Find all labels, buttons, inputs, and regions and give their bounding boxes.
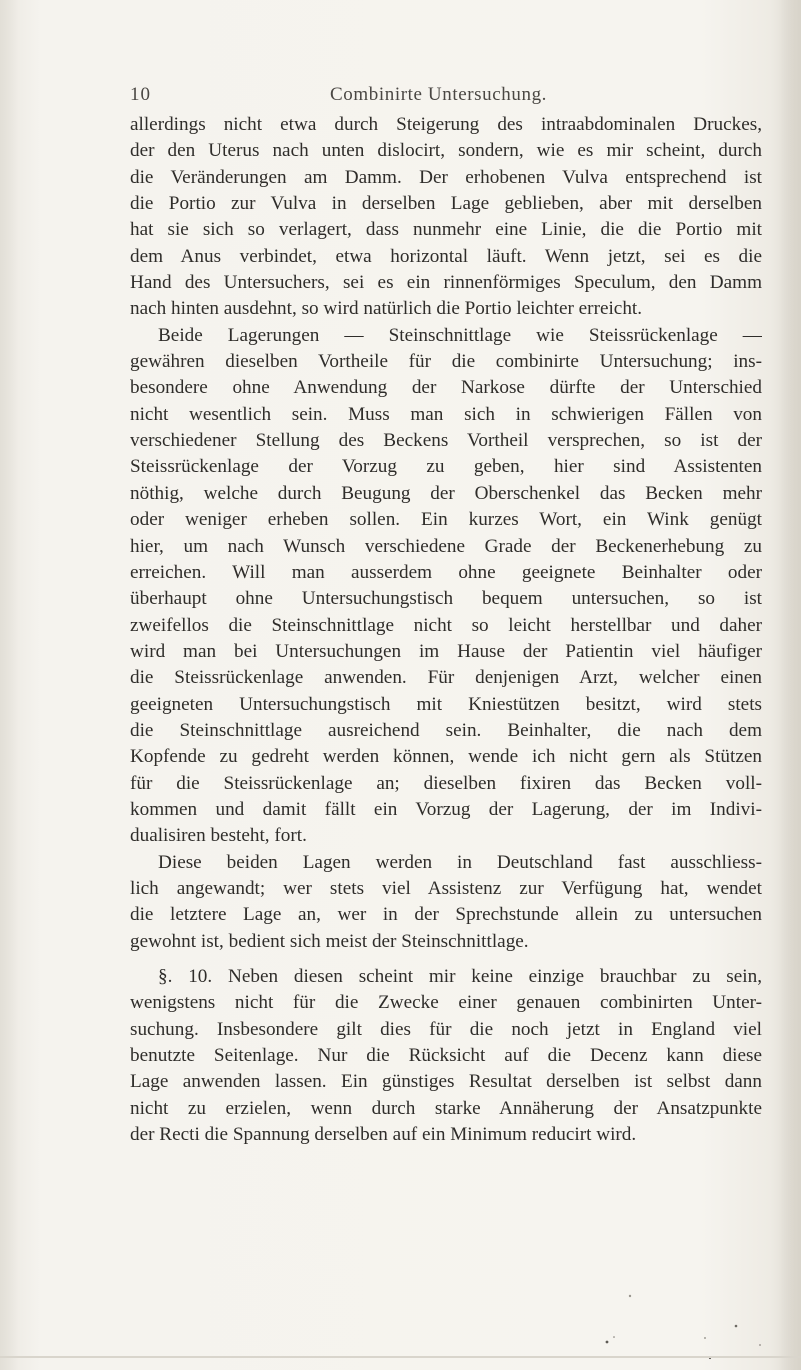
page-bottom-edge [0,1356,801,1358]
page-left-edge-shadow [0,0,18,1370]
text-line: benutzte Seitenlage. Nur die Rücksicht auf die Decenz kann diese [130,1045,762,1067]
text-line: Hand des Untersuchers, sei es ein rinnenförmiges Speculum, den Damm [130,272,762,294]
page-number: 10 [130,84,151,105]
page-right-edge-shadow [779,0,801,1370]
running-head [130,84,762,114]
text-line: die letztere Lage an, wer in der Sprechstunde allein zu untersuchen [130,904,762,926]
text-line: für die Steissrückenlage an; dieselben fixiren das Becken voll- [130,772,762,794]
running-title: Combinirte Untersuchung. [330,84,548,105]
text-line: dem Anus verbindet, etwa horizontal läuft. Wenn jetzt, sei es die [130,245,762,267]
paragraph [130,323,762,850]
body-text [130,112,762,1148]
paragraph [130,850,762,955]
text-line: der Recti die Spannung derselben auf ein Minimum reducirt wird. [130,1124,637,1146]
paragraph [130,112,762,323]
text-line: verschiedener Stellung des Beckens Vortheil versprechen, so ist der [130,430,762,452]
text-line: nicht wesentlich sein. Muss man sich in schwierigen Fällen von [130,403,762,425]
text-line: Lage anwenden lassen. Ein günstiges Resultat derselben ist selbst dann [130,1071,762,1093]
text-line: suchung. Insbesondere gilt dies für die noch jetzt in England viel [130,1018,762,1040]
text-line: nach hinten ausdehnt, so wird natürlich die Portio leichter erreicht. [130,298,643,320]
text-line: oder weniger erheben sollen. Ein kurzes Wort, ein Wink genügt [130,509,762,531]
text-line: §. 10. Neben diesen scheint mir keine einzige brauchbar zu sein, [158,966,762,987]
text-line: die Portio zur Vulva in derselben Lage geblieben, aber mit derselben [130,193,762,215]
text-line: Beide Lagerungen — Steinschnittlage wie Steissrückenlage — [158,324,762,346]
text-line: hat sie sich so verlagert, dass nunmehr eine Linie, die die Portio mit [130,219,762,241]
text-line: lich angewandt; wer stets viel Assistenz zur Verfügung hat, wendet [130,877,762,899]
text-line: hier, um nach Wunsch verschiedene Grade der Beckenerhebung zu [130,535,762,557]
text-line: gewähren dieselben Vortheile für die combinirte Untersuchung; ins- [130,351,762,373]
text-line: wird man bei Untersuchungen im Hause der Patientin viel häufiger [130,640,762,662]
text-line: die Steinschnittlage ausreichend sein. Beinhalter, die nach dem [130,719,762,741]
text-line: Kopfende zu gedreht werden können, wende ich nicht gern als Stützen [130,746,762,768]
text-line: überhaupt ohne Untersuchungstisch bequem untersuchen, so ist [130,588,762,610]
text-line: die Veränderungen am Damm. Der erhobenen Vulva entsprechend ist [130,166,762,188]
text-line: besondere ohne Anwendung der Narkose dürfte der Unterschied [130,377,762,399]
text-line: zweifellos die Steinschnittlage nicht so leicht herstellbar und daher [130,614,762,636]
paragraph-gap [130,955,762,964]
text-line: Diese beiden Lagen werden in Deutschland fast ausschliess- [158,851,762,873]
text-line: nöthig, welche durch Beugung der Oberschenkel das Becken mehr [130,482,762,504]
text-line: die Steissrückenlage anwenden. Für denjenigen Arzt, welcher einen [130,667,762,689]
text-line: wenigstens nicht für die Zwecke einer genauen combinirten Unter- [130,992,762,1014]
text-line: dualisiren besteht, fort. [130,825,307,847]
text-line: Steissrückenlage der Vorzug zu geben, hier sind Assistenten [130,456,762,478]
text-line: nicht zu erzielen, wenn durch starke Annäherung der Ansatzpunkte [130,1097,762,1119]
paragraph [130,964,762,1148]
text-line: kommen und damit fällt ein Vorzug der Lagerung, der im Indivi- [130,798,762,820]
text-line: geeigneten Untersuchungstisch mit Kniestützen besitzt, wird stets [130,693,762,715]
text-line: erreichen. Will man ausserdem ohne geeignete Beinhalter oder [130,561,762,583]
text-line: gewohnt ist, bedient sich meist der Steinschnittlage. [130,930,529,952]
text-line: der den Uterus nach unten dislocirt, sondern, wie es mir scheint, durch [130,140,762,162]
text-line: allerdings nicht etwa durch Steigerung des intraabdominalen Druckes, [130,114,762,135]
